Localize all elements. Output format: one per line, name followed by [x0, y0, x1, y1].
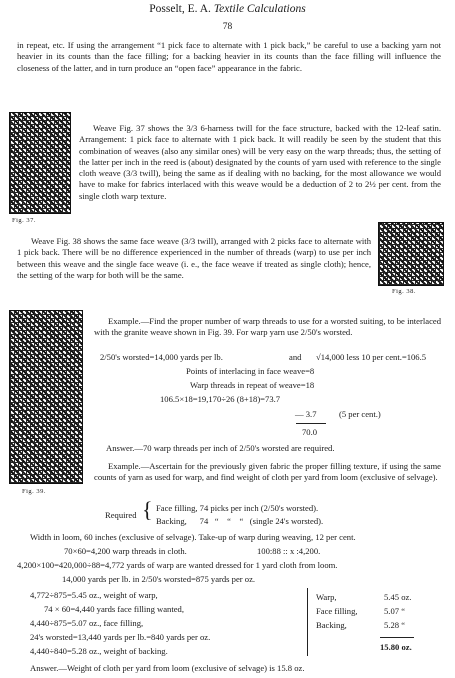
- fig39-weave-diagram: [9, 310, 83, 484]
- ex2-brace: {: [142, 497, 153, 522]
- paragraph-fig38: [17, 236, 371, 281]
- ex2-req-back: Backing, 74 “ “ “ (single 24's worsted).: [156, 516, 324, 526]
- ex1-line5a: — 3.7: [295, 409, 317, 419]
- ex2-summary-label: Face filling,: [316, 606, 358, 616]
- ex1-line1a: 2/50's worsted=14,000 yards per lb.: [100, 352, 223, 362]
- example2-text: [94, 461, 441, 484]
- ex1-line6: 70.0: [302, 427, 318, 437]
- fig38-caption: Fig. 38.: [392, 288, 417, 295]
- ex2-calc3: 14,000 yards per lb. in 2/50's worsted=875 yards per oz.: [62, 574, 256, 584]
- header-author: Posselt, E. A.: [149, 3, 211, 15]
- ex2-summary-value: 5.45 oz.: [384, 592, 412, 602]
- ex1-sum-rule: [296, 423, 326, 424]
- example2-answer: Answer.—Weight of cloth per yard from loom (exclusive of selvage) is 15.8 oz.: [30, 663, 305, 673]
- ex2-list-item: 4,772÷875=5.45 oz., weight of warp,: [30, 590, 158, 600]
- ex2-summary-divider: [307, 588, 308, 656]
- header-title: Textile Calculations: [213, 3, 306, 15]
- paragraph-top-text: in repeat, etc. If using the arrangement “1 pick face to alternate with 1 pick back,” be careful to use a backing yarn not heavier in its counts than the face filling; for a backing heavier in its counts than the face filling will influence the closeness of the latter, and in turn produce an “open face” appearance in the fabric.: [17, 40, 441, 73]
- ex2-calc1b: 100:88 :: x :4,200.: [257, 546, 321, 556]
- ex1-line5b: (5 per cent.): [339, 409, 381, 419]
- ex1-line1c: √14,000 less 10 per cent.=106.5: [316, 352, 427, 362]
- ex2-req-face: Face filling, 74 picks per inch (2/50's worsted).: [156, 503, 319, 513]
- example1-answer: Answer.—70 warp threads per inch of 2/50's worsted are required.: [106, 443, 335, 453]
- page-number: 78: [222, 22, 233, 32]
- ex1-line1b: and: [289, 352, 302, 362]
- ex1-line4: 106.5×18=19,170÷26 (8+18)=73.7: [160, 394, 281, 404]
- ex2-summary-label: Warp,: [316, 592, 337, 602]
- ex2-total-rule: [380, 637, 414, 638]
- ex2-list-item: 4,440÷875=5.07 oz., face filling,: [30, 618, 144, 628]
- ex2-total: 15.80 oz.: [380, 642, 412, 652]
- ex2-required-label: Required: [105, 510, 137, 520]
- ex1-line3: Warp threads in repeat of weave=18: [190, 380, 315, 390]
- paragraph-top: [17, 40, 441, 74]
- ex2-list-item: 4,440÷840=5.28 oz., weight of backing.: [30, 646, 168, 656]
- example1-text: [94, 316, 441, 339]
- example2-statement: Example.—Ascertain for the previously given fabric the proper filling texture, if using the same counts of yarn as used for warp, and find weight of cloth per yard from loom (exclusive of selvage).: [94, 461, 441, 483]
- fig38-weave-diagram: [378, 222, 444, 286]
- paragraph-fig37-text: Weave Fig. 37 shows the 3/3 6-harness twill for the face structure, backed with the 12-leaf satin. Arrangement: 1 pick face to alternate with 1 pick back. It will readily be seen by the student that this combination of weaves (also any similar ones) will be very easy on the warp threads; thus, the setting of the latter per inch in the reed is (about) designated by the counts of yarn used with reference to the single cloth weave (3/3 twill), being the same as if dealing with no backing, for the most allowance we would have to make for fabrics interlaced with this weave would be a deduction of 2 to 2½ per cent. from the single cloth warp texture.: [79, 123, 441, 201]
- ex2-summary-label: Backing,: [316, 620, 347, 630]
- fig37-caption: Fig. 37.: [12, 217, 37, 224]
- ex2-summary-value: 5.28 “: [384, 620, 406, 630]
- ex2-list-item: 24's worsted=13,440 yards per lb.=840 yards per oz.: [30, 632, 211, 642]
- ex2-list-item: 74 × 60=4,440 yards face filling wanted,: [44, 604, 184, 614]
- ex2-calc1a: 70×60=4,200 warp threads in cloth.: [64, 546, 187, 556]
- ex1-line2: Points of interlacing in face weave=8: [186, 366, 315, 376]
- paragraph-fig37: [79, 123, 441, 202]
- fig39-caption: Fig. 39.: [22, 488, 47, 495]
- paragraph-fig38-text: Weave Fig. 38 shows the same face weave (3/3 twill), arranged with 2 picks face to alternate with 1 pick back. There will be no difference experienced in the number of threads (warp) to use per inch between this weave and the single face weave (i. e., the face weave if treated as single cloth); hence, the setting of the warp for both will be the same.: [17, 236, 371, 280]
- example1-statement: Example.—Find the proper number of warp threads to use for a worsted suiting, to be interlaced with the granite weave shown in Fig. 39. For warp yarn use 2/50's worsted.: [94, 316, 441, 338]
- running-header: [0, 3, 455, 15]
- ex2-width-line: Width in loom, 60 inches (exclusive of selvage). Take-up of warp during weaving, 12 per cent.: [30, 532, 356, 542]
- ex2-calc2: 4,200×100=420,000÷88=4,772 yards of warp are wanted dressed for 1 yard cloth from loom.: [17, 560, 338, 570]
- ex2-summary-value: 5.07 “: [384, 606, 406, 616]
- fig37-weave-diagram: [9, 112, 71, 214]
